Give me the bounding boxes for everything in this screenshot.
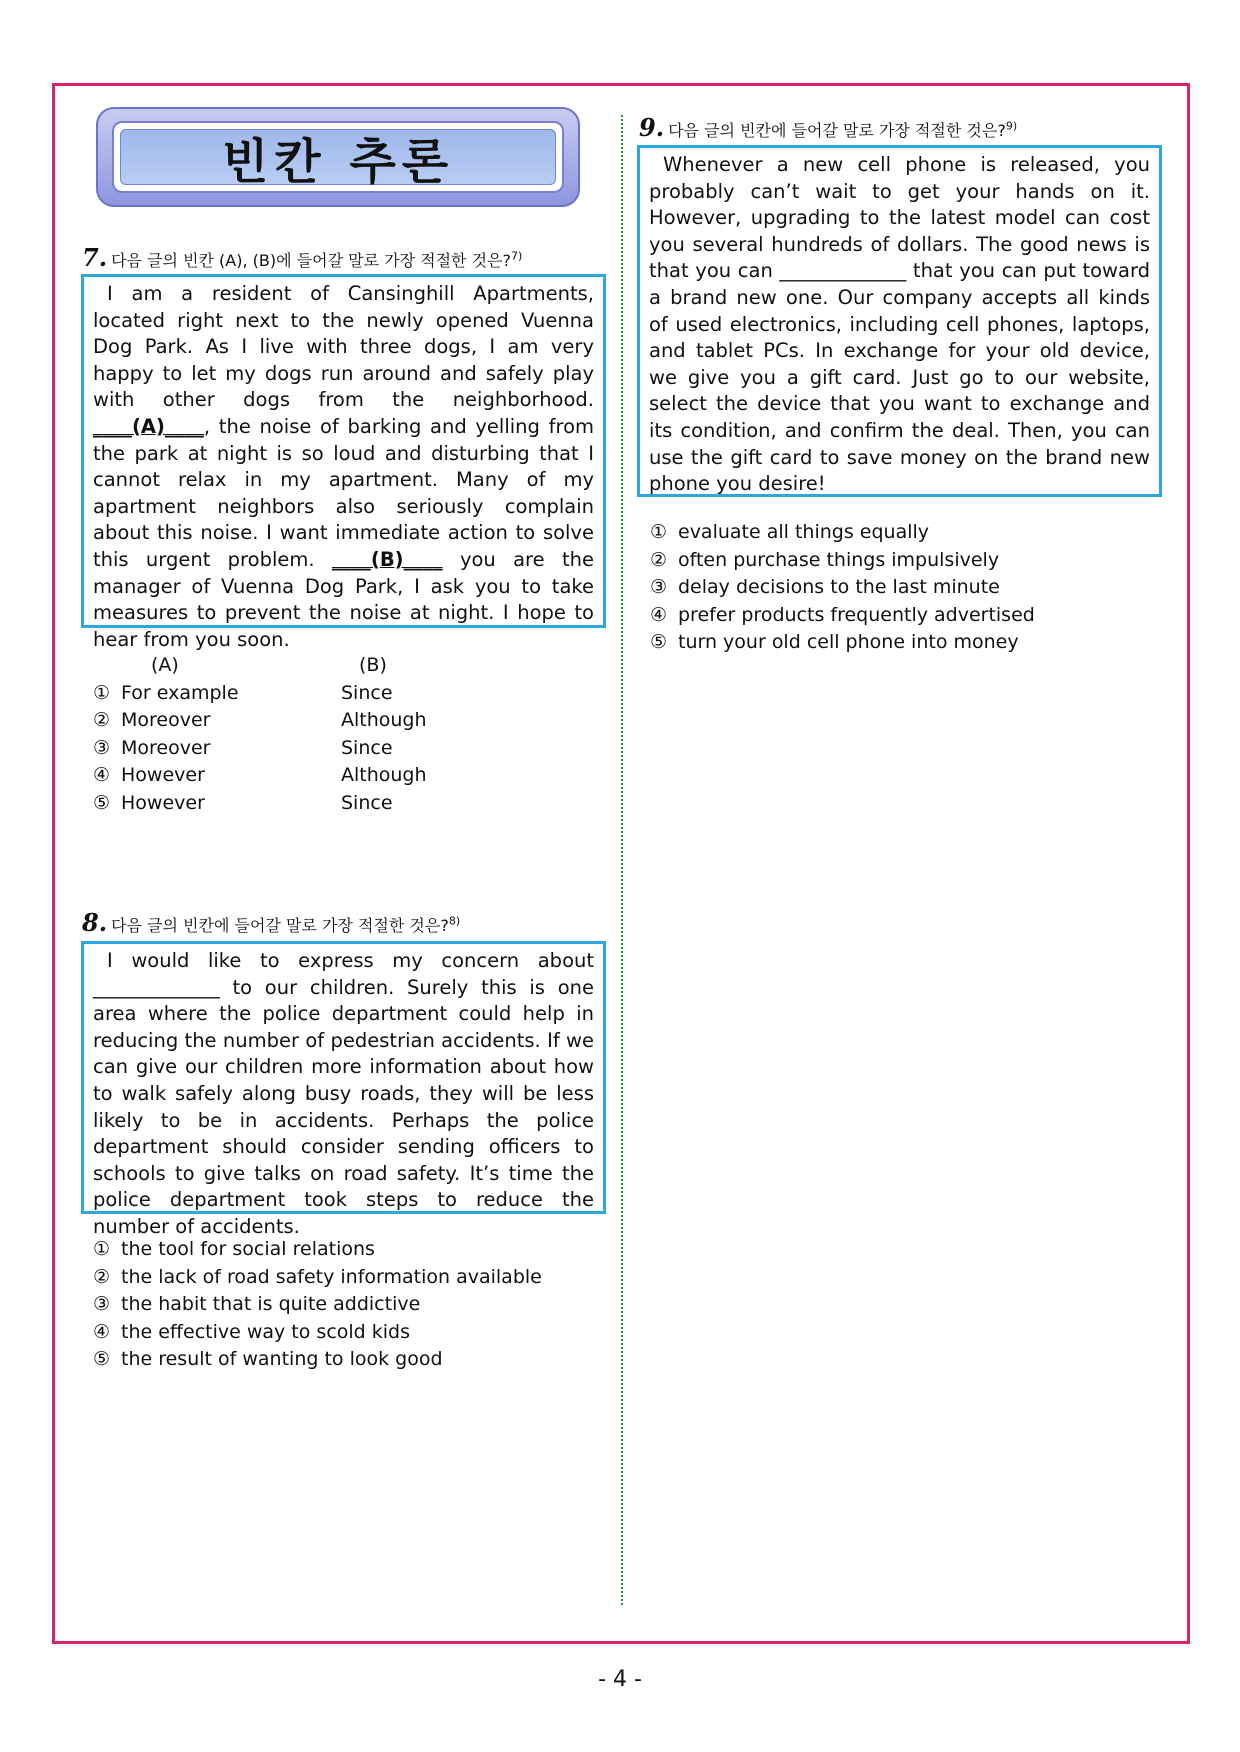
choice-3[interactable]: ③ Moreover Since <box>93 736 393 759</box>
page-number: - 4 - <box>598 1667 642 1692</box>
choice-3[interactable]: ③ delay decisions to the last minute <box>650 576 1000 599</box>
section-title: 빈칸 추론 <box>221 133 455 190</box>
question-prompt: 다음 글의 빈칸에 들어갈 말로 가장 적절한 것은? <box>668 121 1006 140</box>
choice-4[interactable]: ④ However Although <box>93 764 427 787</box>
question-8-passage: I would like to express my concern about _____________ to our children. Surely this is one area where the police department could help in reducing the number of pedestrian accidents. If we can give our children more information about how to walk safely along busy roads, they will be less likely to be in accidents. Perhaps the police department should consider sending officers to schools to give talks on road safety. It’s time the police department took steps to reduce the number of accidents. <box>81 941 606 1214</box>
question-7-choices <box>93 652 427 818</box>
question-number: 8. <box>82 908 108 937</box>
question-prompt: 다음 글의 빈칸에 들어갈 말로 가장 적절한 것은? <box>111 916 449 935</box>
choice-1[interactable]: ① the tool for social relations <box>93 1238 375 1260</box>
column-divider <box>621 115 623 1605</box>
choice-1[interactable]: ① For example Since <box>93 681 393 704</box>
question-7-passage: I am a resident of Cansinghill Apartments, located right next to the newly opened Vuenna Dog Park. As I live with three dogs, I am very happy to let my dogs run around and safely play with other dogs from the neighborhood. ____(A)____, the noise of barking and yelling from the park at night is so loud and disturbing that I cannot relax in my apartment. Many of my apartment neighbors also seriously complain about this noise. I want immediate action to solve this urgent problem. ____(B)____ you are the manager of Vuenna Dog Park, I ask you to take measures to prevent the noise at night. I hope to hear from you soon. <box>81 274 606 628</box>
question-9-choices <box>650 519 1035 657</box>
choice-2[interactable]: ② often purchase things impulsively <box>650 548 1000 571</box>
choice-5[interactable]: ⑤ However Since <box>93 791 393 814</box>
choice-1[interactable]: ① evaluate all things equally <box>650 521 930 543</box>
question-number: 9. <box>639 113 665 142</box>
question-9-header <box>639 113 1017 142</box>
question-number: 7. <box>82 243 108 272</box>
choice-2[interactable]: ② Moreover Although <box>93 709 427 732</box>
choice-5[interactable]: ⑤ the result of wanting to look good <box>93 1348 443 1371</box>
question-8-header <box>82 908 460 937</box>
blank-a: ____(A)____ <box>93 414 204 438</box>
choice-4[interactable]: ④ prefer products frequently advertised <box>650 603 1035 626</box>
choice-4[interactable]: ④ the effective way to scold kids <box>93 1320 411 1343</box>
footnote-mark: 8) <box>448 914 461 928</box>
choice-5[interactable]: ⑤ turn your old cell phone into money <box>650 631 1019 654</box>
question-9-passage: Whenever a new cell phone is released, you probably can’t wait to get your hands on it. However, upgrading to the latest model can cost you several hundreds of dollars. The good news is that you can _____________ that you can put toward a brand new one. Our company accepts all kinds of used electronics, including cell phones, laptops, and tablet PCs. In exchange for your old device, we give you a gift card. Just go to our website, select the device that you want to exchange and its condition, and confirm the deal. Then, you can use the gift card to save money on the brand new phone you desire! <box>637 145 1162 497</box>
footnote-mark: 7) <box>510 249 523 263</box>
question-7-header <box>82 243 522 272</box>
question-8-choices <box>93 1236 542 1374</box>
question-prompt: 다음 글의 빈칸 (A), (B)에 들어갈 말로 가장 적절한 것은? <box>111 251 511 270</box>
section-title-banner <box>96 107 580 207</box>
choice-2[interactable]: ② the lack of road safety information available <box>93 1265 542 1288</box>
blank-b: ____(B)____ <box>331 547 443 571</box>
footnote-mark: 9) <box>1005 119 1018 133</box>
choice-3[interactable]: ③ the habit that is quite addictive <box>93 1293 421 1316</box>
choices-header: (A) (B) <box>151 654 387 676</box>
